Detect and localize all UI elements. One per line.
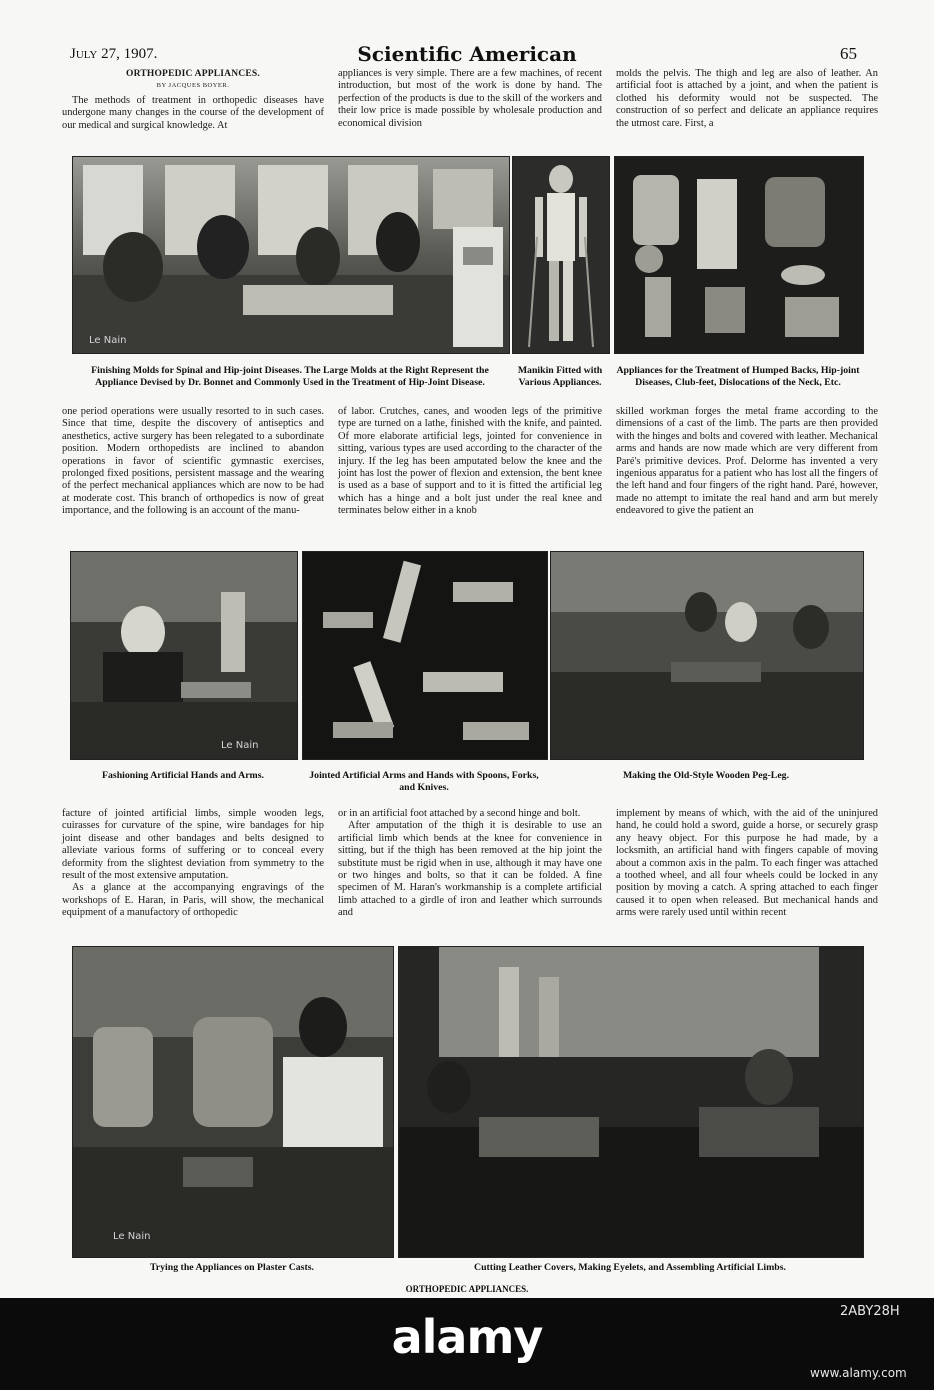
caption-jointed-arms: Jointed Artificial Arms and Hands with Spoons, Forks, and Knives. [309,770,539,793]
article-column-2-low [338,808,602,920]
article-paragraph: or in an artificial foot attached by a second hinge and bolt. [338,808,581,819]
photo-cutting-leather [398,946,864,1258]
photo-fashioning-hands [70,551,298,760]
caption-peg-leg: Making the Old-Style Wooden Peg-Leg. [622,770,790,781]
image-id: 2ABY28H [840,1304,900,1319]
page-number: 65 [840,44,857,63]
alamy-logo: alamy [391,1310,543,1364]
article-paragraph: facture of jointed artificial limbs, simple wooden legs, cuirasses for curvature of the spine, wire bandages for hip joint disease and other bandages and belts designed to alleviate various forms of suffering or to conceal every deformity from the slightest deviation from symmetry to the result of the most extensive amputation. [62,808,324,882]
article-column-2-top: appliances is very simple. There are a few machines, of recent introduction, but most of the work is done by hand. The perfection of the products is due to the skill of the workers and their low price is made possible by wholesale production and economical division [338,68,602,129]
photo-finishing-molds [72,156,510,354]
article-column-3-top: molds the pelvis. The thigh and leg are also of leather. An artificial foot is attached by a joint, and when the patient is clothed his deformity would not be suspected. The construction of so perfect and delicate an appliance requires the utmost care. First, a [616,68,878,129]
photo-jointed-arms [302,551,548,760]
article-paragraph: The methods of treatment in orthopedic diseases have undergone many changes in the course of the development of our medical and surgical knowledge. At [62,94,324,131]
article-title: ORTHOPEDIC APPLIANCES. [126,69,260,79]
masthead-title: Scientific American [357,42,577,66]
caption-cutting-leather: Cutting Leather Covers, Making Eyelets, and Assembling Artificial Limbs. [474,1262,786,1273]
article-column-3-low: implement by means of which, with the aid of the uninjured hand, he could hold a sword, guide a horse, or securely grasp any heavy object. For this purpose he had made, by a locksmith, an artificial hand with fingers capable of moving about a common axis in the palm. To each finger was attached a toothed wheel, and all four wheels could be locked in any position by moving a catch. A spring attached to each finger caused it to open when released. But mechanical hands and arms were rarely used until within recent [616,808,878,919]
caption-finishing-molds: Finishing Molds for Spinal and Hip-joint Diseases. The Large Molds at the Right Represent the Appliance Devised by Dr. Bonnet and Commonly Used in the Treatment of Hip-Joint Disease. [91,365,489,388]
caption-plaster-casts: Trying the Appliances on Plaster Casts. [149,1262,315,1273]
engraver-mark: Le Nain [89,335,127,346]
article-column-3-mid: skilled workman forges the metal frame according to the dimensions of a cast of the limb. The parts are then provided with the hinges and bolts and covered with leather. Mechanical arms and hands are now made which are very different from Paré's primitive devices. Prof. Delorme has invented a very ingenious apparatus for a patient who has lost all the fingers of the left hand and four fingers of the right hand. Paré, however, made no attempt to imitate the real hand and arm but merely endeavored to give the patient an [616,406,878,517]
photo-appliances [614,156,864,354]
engraver-mark: Le Nain [221,740,259,751]
figure-group-caption: ORTHOPEDIC APPLIANCES. [405,1284,529,1294]
article-column-1-mid: one period operations were usually resorted to in such cases. Since that time, despite the discovery of antiseptics and anesthetics, active surgery has been relegated to a subordinate position. Modern orthopedists are inclined to abandon operations in favor of scientific gymnastic exercises, prolonged fixed positions, persistent massage and the wearing of the perfect mechanical appliances which are now to be had at moderate cost. This branch of orthopedics is now of great importance, and the following is an account of the manu- [62,406,324,517]
site-url: www.alamy.com [810,1366,907,1380]
caption-manikin: Manikin Fitted with Various Appliances. [517,365,603,388]
caption-fashioning-hands: Fashioning Artificial Hands and Arms. [102,770,264,781]
article-column-1-low [62,808,324,920]
photo-manikin [512,156,610,354]
photo-plaster-casts [72,946,394,1258]
caption-appliances: Appliances for the Treatment of Humped Backs, Hip-joint Diseases, Club-feet, Dislocations of the Neck, Etc. [616,365,860,388]
photo-peg-leg [550,551,864,760]
article-column-1-top [62,68,324,132]
article-paragraph: After amputation of the thigh it is desirable to use an artificial limb which bends at the knee for convenience in sitting, but if the thigh has been removed at the hip joint the substitute must be rigid when in use, although it may have one or two hinges and bolts, so that it can be folded. A fine specimen of M. Haran's workmanship is a complete artificial limb attached to a girdle of iron and leather which surrounds and [338,820,602,919]
article-column-2-mid: of labor. Crutches, canes, and wooden legs of the primitive type are turned on a lathe, finished with the knife, and painted. Of more elaborate artificial legs, jointed for convenience in sitting, various types are used according to the character of the injury. If the leg has been amputated below the knee and the joint has lost the power of flexion and extension, the bent knee is used as a base of support and to it is fitted the artificial leg which has a hinge and a bolt just under the real knee and terminates below either in a knob [338,406,602,517]
article-byline: BY JACQUES BOYER. [156,82,230,90]
engraver-mark: Le Nain [113,1231,151,1242]
issue-date: July 27, 1907. [70,46,158,62]
article-paragraph: As a glance at the accompanying engravings of the workshops of E. Haran, in Paris, will show, the mechanical equipment of a manufactory of orthopedic [62,882,324,919]
